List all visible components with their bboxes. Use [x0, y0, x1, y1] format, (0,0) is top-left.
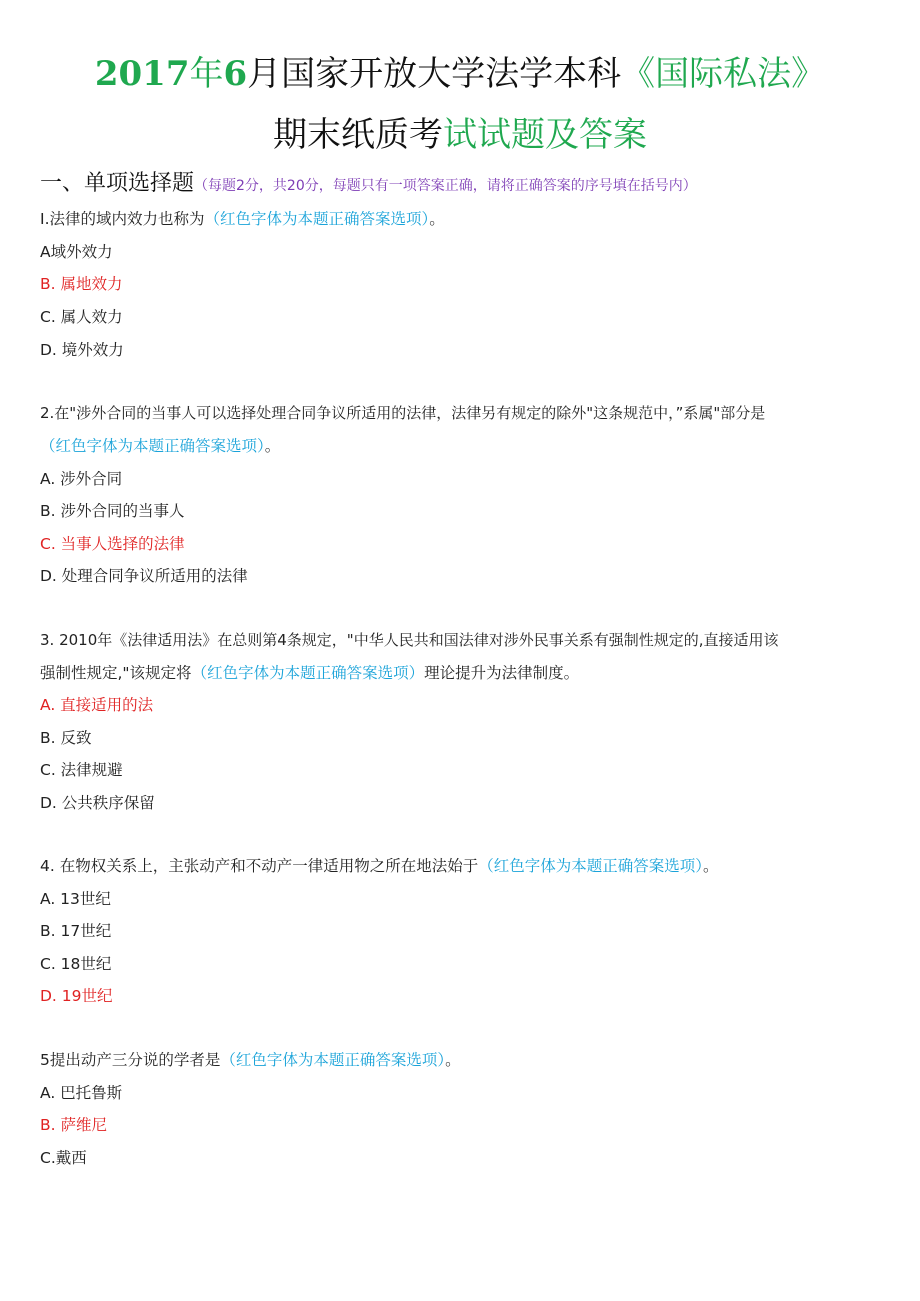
q5-hint: （红色字体为本题正确答案选项） — [220, 1051, 446, 1069]
q5-text: 5提出动产三分说的学者是 — [40, 1051, 221, 1069]
q1-option-d: D. 境外效力 — [40, 341, 124, 359]
q4-hint: （红色字体为本题正确答案选项） — [478, 857, 703, 875]
q3-option-d: D. 公共秩序保留 — [40, 794, 155, 812]
title-month: 6 — [223, 54, 248, 94]
q2-option-a: A. 涉外合同 — [40, 470, 123, 488]
q2-end: 。 — [264, 437, 281, 455]
q2-hint: （红色字体为本题正确答案选项） — [40, 437, 265, 455]
question-4-stem — [40, 854, 719, 878]
q3-text: 3. 2010年《法律适用法》在总则第4条规定，"中华人民共和国法律对涉外民事关系有强制性规定的,直接适用该 — [40, 631, 779, 649]
title-line-1 — [0, 52, 920, 96]
q1-option-c: C. 属人效力 — [40, 308, 123, 326]
section-note: （每题2分，共20分，每题只有一项答案正确，请将正确答案的序号填在括号内） — [194, 178, 697, 194]
q4-option-c: C. 18世纪 — [40, 955, 112, 973]
title-year: 2017 — [94, 54, 190, 94]
q3-option-a: A. 直接适用的法 — [40, 696, 154, 714]
title-answers: 试试题及答案 — [443, 115, 647, 155]
section-title: 一、单项选择题 — [40, 171, 195, 196]
question-3-stem-cont — [40, 661, 579, 685]
q1-option-b: B. 属地效力 — [40, 275, 123, 293]
q5-end: 。 — [445, 1051, 461, 1069]
title-course: 《国际私法》 — [621, 54, 826, 94]
q5-option-c: C.戴西 — [40, 1149, 87, 1167]
question-5-stem — [40, 1048, 461, 1072]
question-1-stem — [40, 207, 445, 231]
q4-text: 4. 在物权关系上，主张动产和不动产一律适用物之所在地法始于 — [40, 857, 479, 875]
q4-end: 。 — [702, 857, 719, 875]
q3-hint: （红色字体为本题正确答案选项） — [191, 664, 425, 682]
question-3-stem — [40, 628, 778, 652]
question-2-stem-cont — [40, 434, 280, 458]
q3-option-c: C. 法律规避 — [40, 761, 123, 779]
title-nian: 年 — [189, 54, 224, 94]
title-line-2 — [0, 113, 920, 157]
title-exam: 期末纸质考 — [273, 115, 443, 155]
title-main: 月国家开放大学法学本科 — [247, 54, 622, 94]
question-2-stem — [40, 401, 765, 425]
q3-end: 理论提升为法律制度。 — [424, 664, 580, 682]
q4-option-b: B. 17世纪 — [40, 922, 112, 940]
q1-option-a: A域外效力 — [40, 243, 113, 261]
q1-hint: （红色字体为本题正确答案选项） — [204, 210, 430, 228]
q1-text: I.法律的域内效力也称为 — [40, 210, 205, 228]
section-heading — [40, 168, 697, 202]
q2-option-d: D. 处理合同争议所适用的法律 — [40, 567, 248, 585]
q2-option-b: B. 涉外合同的当事人 — [40, 502, 185, 520]
q3-option-b: B. 反致 — [40, 729, 92, 747]
q2-option-c: C. 当事人选择的法律 — [40, 535, 185, 553]
q5-option-b: B. 萨维尼 — [40, 1116, 107, 1134]
q1-end: 。 — [429, 210, 445, 228]
q2-text: 2.在"涉外合同的当事人可以选择处理合同争议所适用的法律，法律另有规定的除外"这条规范中，”系属"部分是 — [40, 404, 766, 422]
q4-option-a: A. 13世纪 — [40, 890, 111, 908]
q5-option-a: A. 巴托鲁斯 — [40, 1084, 123, 1102]
q4-option-d: D. 19世纪 — [40, 987, 113, 1005]
q3-text-cont: 强制性规定,"该规定将 — [40, 664, 192, 682]
